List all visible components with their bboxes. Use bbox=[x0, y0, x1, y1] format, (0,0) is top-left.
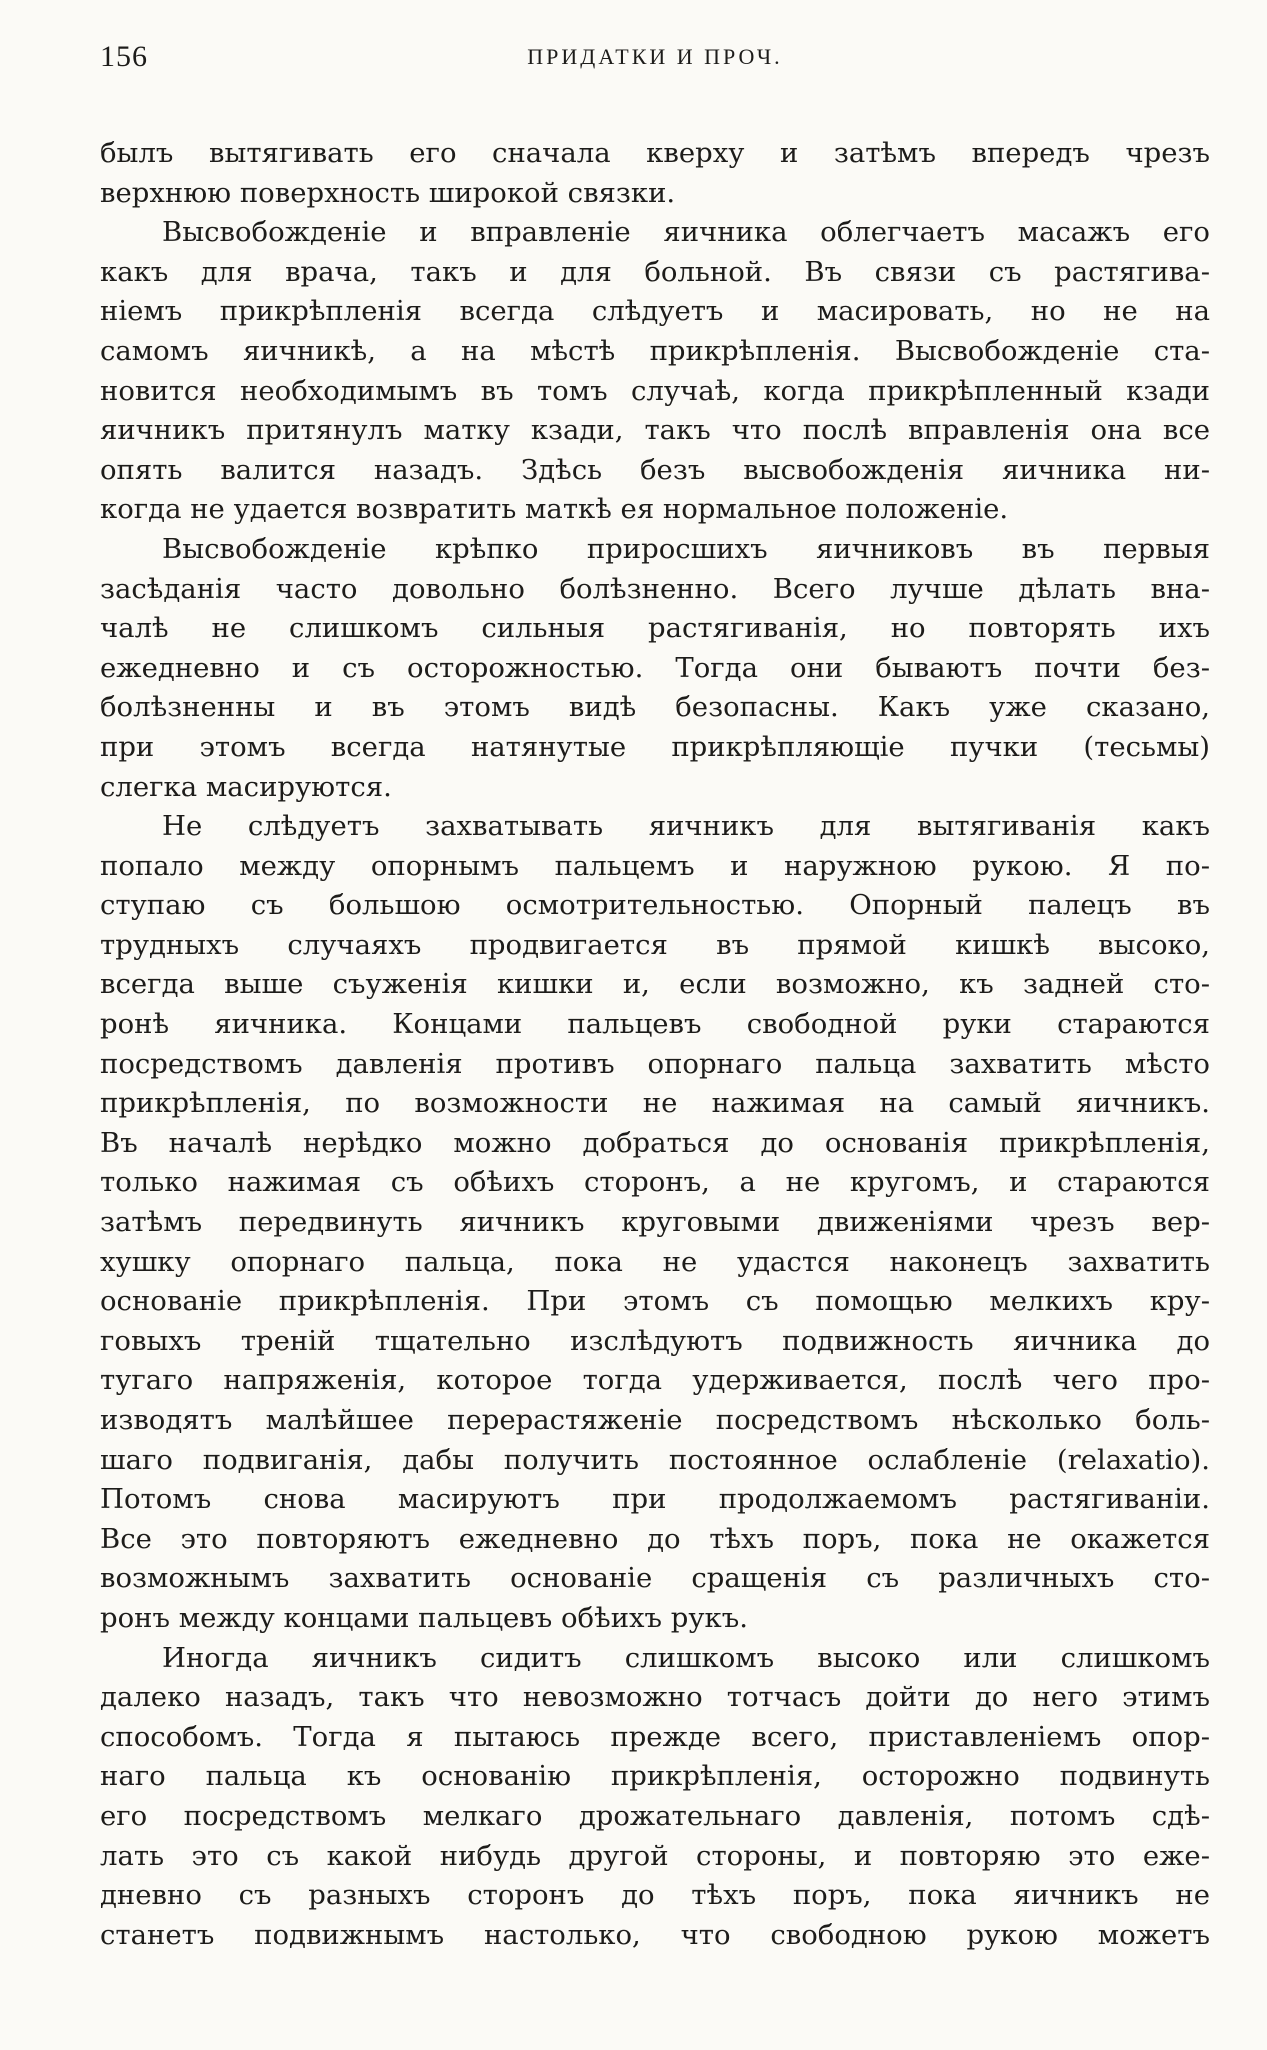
body-text bbox=[100, 134, 1210, 1955]
text-line: только нажимая съ обѣихъ сторонъ, а не кругомъ, и стараются bbox=[100, 1166, 1210, 1199]
text-line: ніемъ прикрѣпленія всегда слѣдуетъ и масировать, но не на bbox=[100, 295, 1210, 328]
text-line: самомъ яичникѣ, а на мѣстѣ прикрѣпленія. Высвобожденіе ста- bbox=[100, 334, 1210, 367]
text-line: Не слѣдуетъ захватывать яичникъ для вытягиванія какъ bbox=[162, 810, 1210, 843]
text-line: Все это повторяютъ ежедневно до тѣхъ поръ, пока не окажется bbox=[100, 1522, 1210, 1555]
text-line: станетъ подвижнымъ настолько, что свободною рукою можетъ bbox=[100, 1918, 1210, 1951]
page-number: 156 bbox=[100, 40, 148, 73]
text-line: затѣмъ передвинуть яичникъ круговыми движеніями чрезъ вер- bbox=[100, 1206, 1210, 1239]
text-line: лать это съ какой нибудь другой стороны, и повторяю это еже- bbox=[100, 1839, 1210, 1872]
text-line: ронъ между концами пальцевъ обѣихъ рукъ. bbox=[100, 1601, 748, 1634]
text-line: при этомъ всегда натянутые прикрѣпляющіе пучки (тесьмы) bbox=[100, 730, 1210, 763]
text-line: попало между опорнымъ пальцемъ и наружною рукою. Я по- bbox=[100, 849, 1210, 882]
text-line: ступаю съ большою осмотрительностью. Опорный палецъ въ bbox=[100, 889, 1210, 922]
text-line: какъ для врача, такъ и для больной. Въ связи съ растягива- bbox=[100, 255, 1210, 288]
text-line: его посредствомъ мелкаго дрожательнаго давленія, потомъ сдѣ- bbox=[100, 1799, 1210, 1832]
text-line: основаніе прикрѣпленія. При этомъ съ помощью мелкихъ кру- bbox=[100, 1285, 1210, 1318]
text-line: наго пальца къ основанію прикрѣпленія, осторожно подвинуть bbox=[100, 1760, 1210, 1793]
text-line: способомъ. Тогда я пытаюсь прежде всего, приставленіемъ опор- bbox=[100, 1720, 1210, 1753]
text-line: возможнымъ захватить основаніе сращенія съ различныхъ сто- bbox=[100, 1562, 1210, 1595]
text-line: яичникъ притянулъ матку кзади, такъ что послѣ вправленія она все bbox=[100, 414, 1210, 447]
text-line: всегда выше съуженія кишки и, если возможно, къ задней сто- bbox=[100, 968, 1210, 1001]
text-line: ежедневно и съ осторожностью. Тогда они бываютъ почти без- bbox=[100, 651, 1210, 684]
text-line: говыхъ треній тщательно изслѣдуютъ подвижность яичника до bbox=[100, 1324, 1210, 1357]
text-line: посредствомъ давленія противъ опорнаго пальца захватить мѣсто bbox=[100, 1047, 1210, 1080]
text-line: Въ началѣ нерѣдко можно добраться до основанія прикрѣпленія, bbox=[100, 1126, 1210, 1159]
text-line: прикрѣпленія, по возможности не нажимая на самый яичникъ. bbox=[100, 1087, 1210, 1120]
text-line: Потомъ снова масируютъ при продолжаемомъ растягиваніи. bbox=[100, 1483, 1210, 1516]
text-line: засѣданія часто довольно болѣзненно. Всего лучше дѣлать вна- bbox=[100, 572, 1210, 605]
text-line: Иногда яичникъ сидитъ слишкомъ высоко или слишкомъ bbox=[162, 1641, 1210, 1674]
text-line: верхнюю поверхность широкой связки. bbox=[100, 176, 676, 209]
running-head bbox=[100, 28, 1210, 82]
text-line: тугаго напряженія, которое тогда удерживается, послѣ чего про- bbox=[100, 1364, 1210, 1397]
text-line: опять валится назадъ. Здѣсь безъ высвобожденія яичника ни- bbox=[100, 453, 1210, 486]
text-line: трудныхъ случаяхъ продвигается въ прямой кишкѣ высоко, bbox=[100, 928, 1210, 961]
text-line: дневно съ разныхъ сторонъ до тѣхъ поръ, пока яичникъ не bbox=[100, 1879, 1210, 1912]
text-line: Высвобожденіе крѣпко приросшихъ яичниковъ въ первыя bbox=[162, 532, 1210, 565]
text-line: чалѣ не слишкомъ сильныя растягиванія, но повторять ихъ bbox=[100, 612, 1210, 645]
book-page bbox=[100, 28, 1210, 1955]
text-line: былъ вытягивать его сначала кверху и затѣмъ впередъ чрезъ bbox=[100, 137, 1210, 169]
text-line: шаго подвиганія, дабы получить постоянное ослабленіе (relaxatio). bbox=[100, 1443, 1210, 1476]
running-title: ПРИДАТКИ И ПРОЧ. bbox=[527, 44, 783, 69]
text-line: слегка масируются. bbox=[100, 770, 392, 803]
text-line: далеко назадъ, такъ что невозможно тотчасъ дойти до него этимъ bbox=[100, 1681, 1210, 1714]
text-line: Высвобожденіе и вправленіе яичника облегчаетъ масажъ его bbox=[162, 216, 1210, 249]
text-line: новится необходимымъ въ томъ случаѣ, когда прикрѣпленный кзади bbox=[100, 374, 1210, 407]
text-line: хушку опорнаго пальца, пока не удастся наконецъ захватить bbox=[100, 1245, 1210, 1278]
text-line: изводятъ малѣйшее перерастяженіе посредствомъ нѣсколько боль- bbox=[100, 1404, 1210, 1436]
text-line: ронѣ яичника. Концами пальцевъ свободной руки стараются bbox=[100, 1008, 1210, 1041]
text-line: когда не удается возвратить маткѣ ея нормальное положеніе. bbox=[100, 493, 1009, 526]
text-line: болѣзненны и въ этомъ видѣ безопасны. Какъ уже сказано, bbox=[100, 691, 1210, 724]
